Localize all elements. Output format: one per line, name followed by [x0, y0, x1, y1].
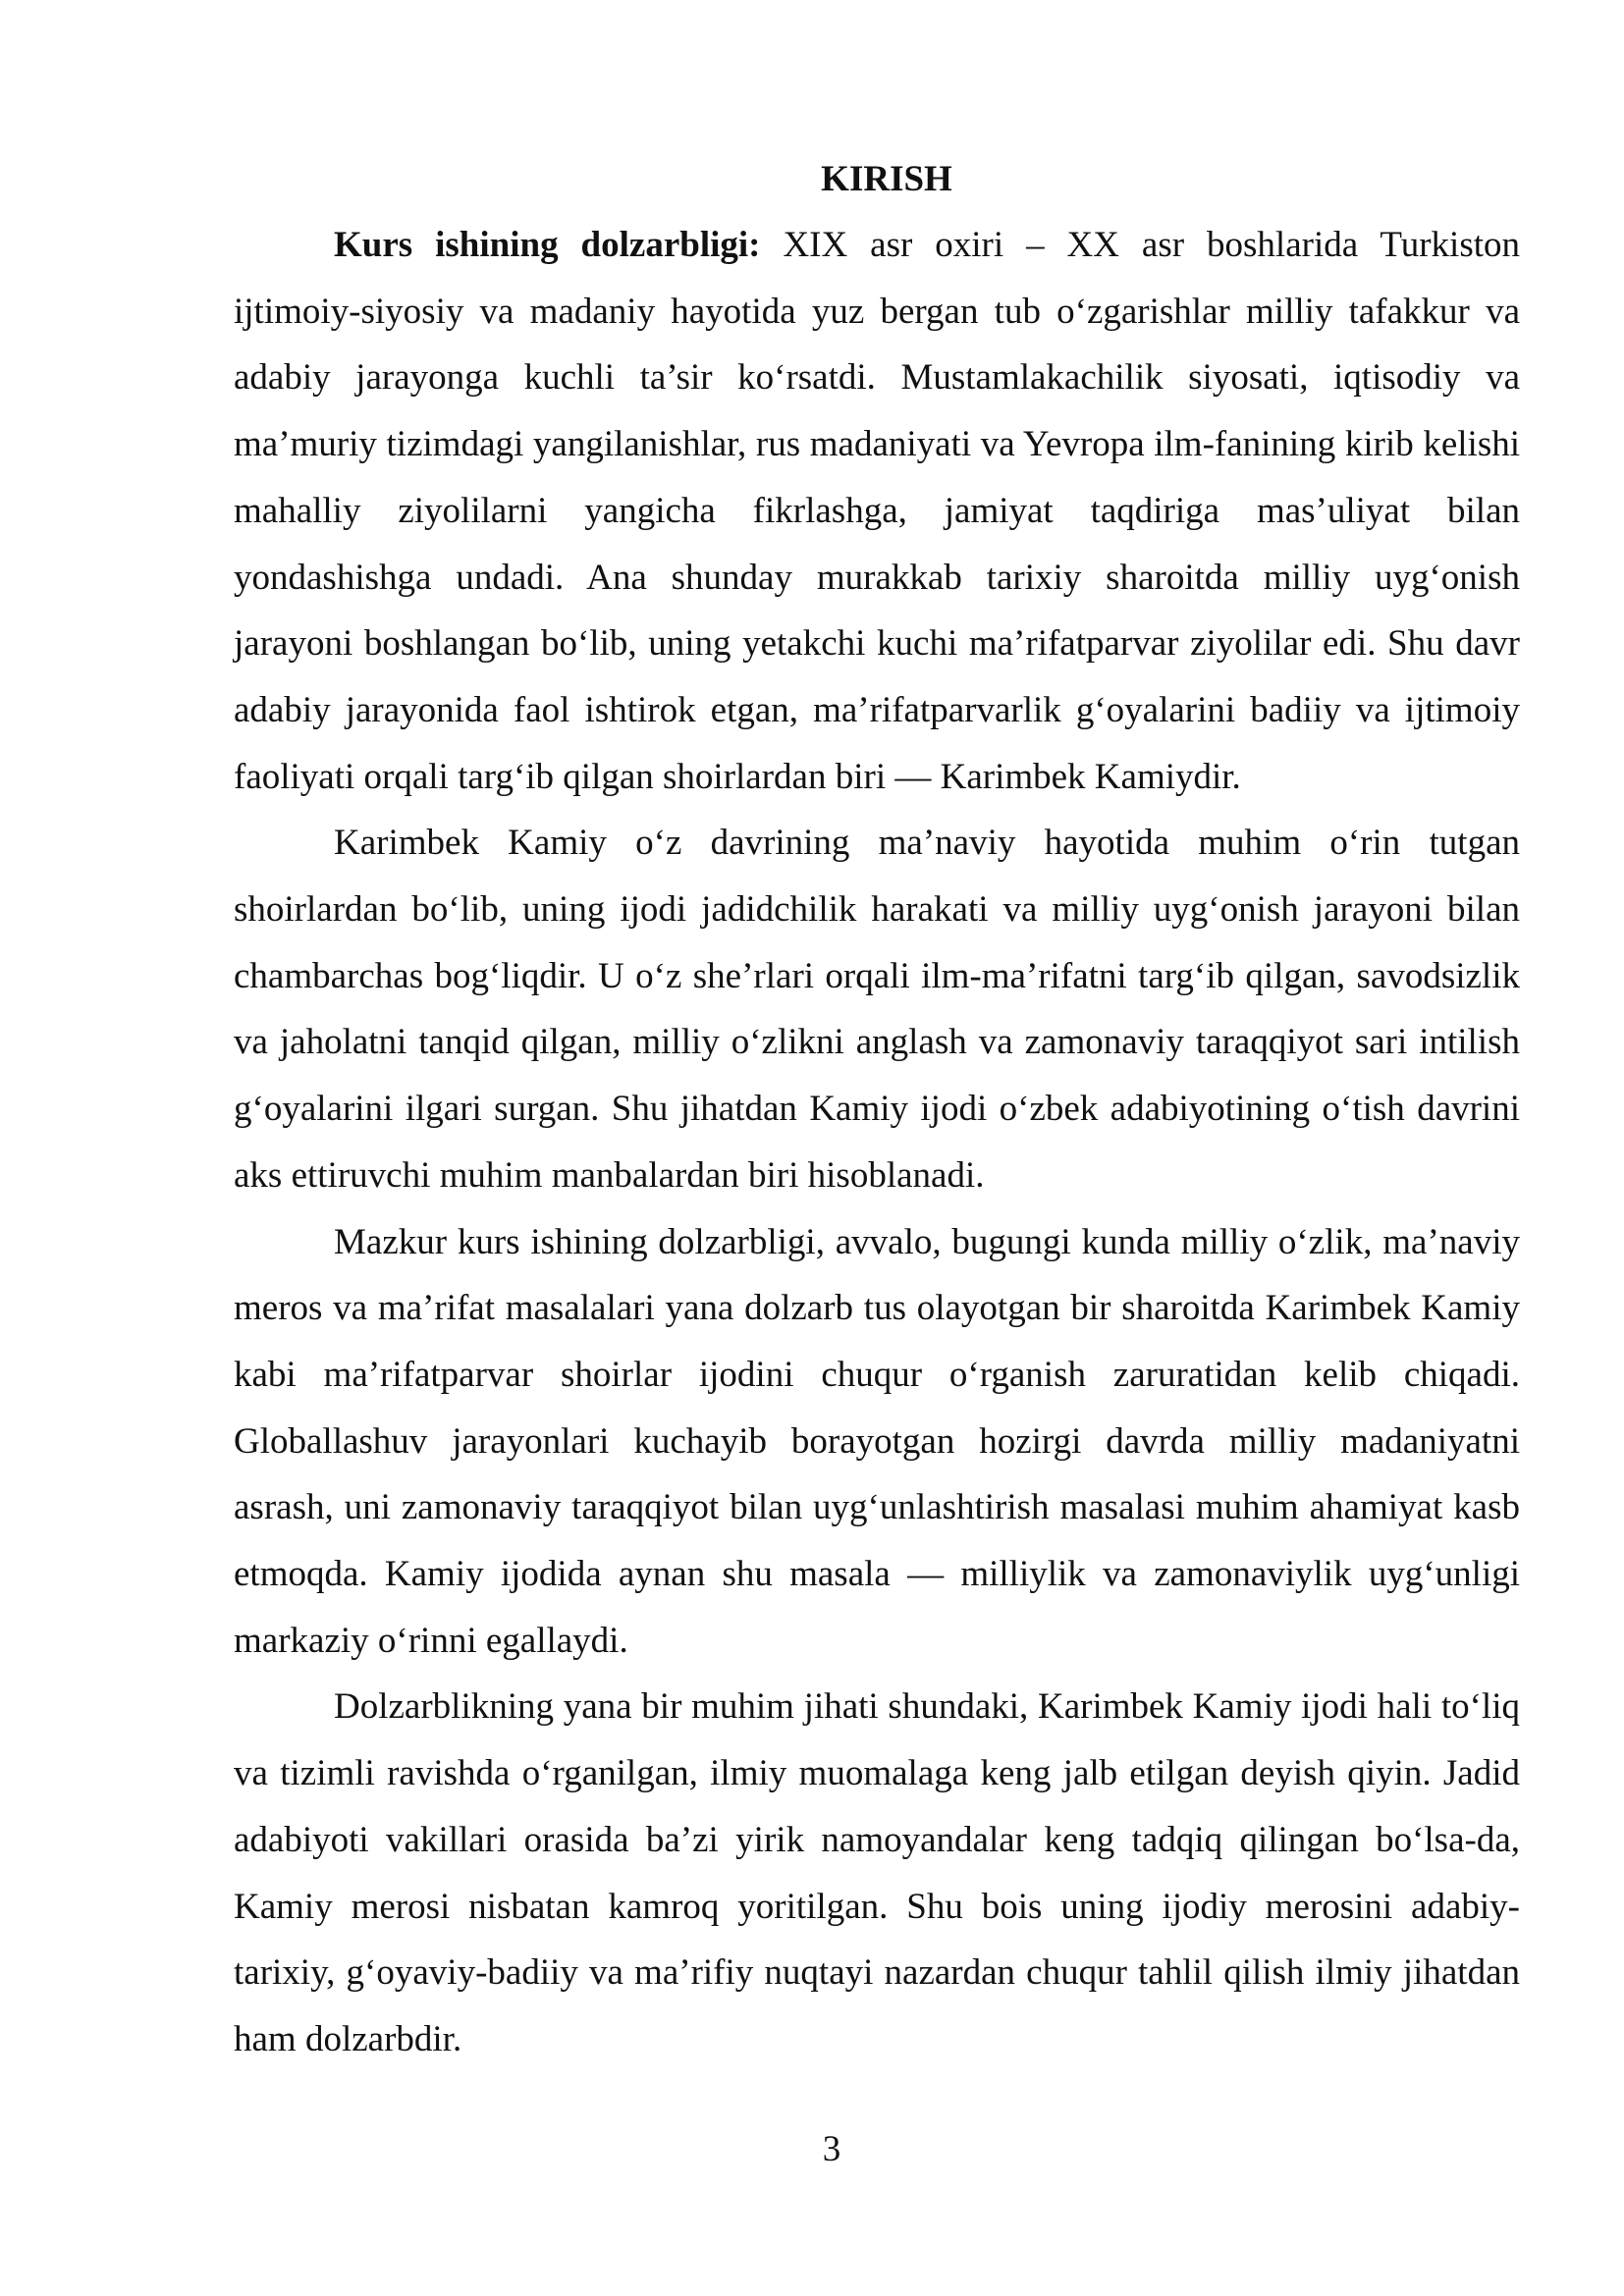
paragraph-1: [234, 212, 1520, 810]
paragraph-4: Dolzarblikning yana bir muhim jihati shundaki, Karimbek Kamiy ijodi hali to‘liq va tizimli ravishda o‘rganilgan, ilmiy muomalaga keng jalb etilgan deyish qiyin. Jadid adabiyoti vakillari orasida ba’zi yirik namoyandalar keng tadqiq qilingan bo‘lsa-da, Kamiy merosi nisbatan kamroq yoritilgan. Shu bois uning ijodiy merosini adabiy-tarixiy, g‘oyaviy-badiiy va ma’rifiy nuqtayi nazardan chuqur tahlil qilish ilmiy jihatdan ham dolzarbdir.: [234, 1686, 1520, 2059]
page-number: 3: [822, 2129, 841, 2169]
paragraph-text: XIX asr oxiri – XX asr boshlarida Turkiston ijtimoiy-siyosiy va madaniy hayotida yuz bergan tub o‘zgarishlar milliy tafakkur va adabiy jarayonga kuchli ta’sir ko‘rsatdi. Mustamlakachilik siyosati, iqtisodiy va ma’muriy tizimdagi yangilanishlar, rus madaniyati va Yevropa ilm-fanining kirib kelishi mahalliy ziyolilarni yangicha fikrlashga, jamiyat taqdiriga mas’uliyat bilan yondashishga undadi. Ana shunday murakkab tarixiy sharoitda milliy uyg‘onish jarayoni boshlangan bo‘lib, uning yetakchi kuchi ma’rifatparvar ziyolilar edi. Shu davr adabiy jarayonida faol ishtirok etgan, ma’rifatparvarlik g‘oyalarini badiiy va ijtimoiy faoliyati orqali targ‘ib qilgan shoirlardan biri — Karimbek Kamiydir.: [234, 225, 1521, 797]
page-body: [234, 147, 1520, 2073]
paragraph-2: Karimbek Kamiy o‘z davrining ma’naviy hayotida muhim o‘rin tutgan shoirlardan bo‘lib, uning ijodi jadidchilik harakati va milliy uyg‘onish jarayoni bilan chambarchas bog‘liqdir. U o‘z she’rlari orqali ilm-ma’rifatni targ‘ib qilgan, savodsizlik va jaholatni tanqid qilgan, milliy o‘zlikni anglash va zamonaviy taraqqiyot sari intilish g‘oyalarini ilgari surgan. Shu jihatdan Kamiy ijodi o‘zbek adabiyotining o‘tish davrini aks ettiruvchi muhim manbalardan biri hisoblanadi.: [234, 823, 1520, 1196]
paragraph-lead: Kurs ishining dolzarbligi:: [334, 225, 761, 265]
section-heading: KIRISH: [821, 159, 952, 199]
paragraph-3: Mazkur kurs ishining dolzarbligi, avvalo, bugungi kunda milliy o‘zlik, ma’naviy meros va ma’rifat masalalari yana dolzarb tus olayotgan bir sharoitda Karimbek Kamiy kabi ma’rifatparvar shoirlar ijodini chuqur o‘rganish zaruratidan kelib chiqadi. Globallashuv jarayonlari kuchayib borayotgan hozirgi davrda milliy madaniyatni asrash, uni zamonaviy taraqqiyot bilan uyg‘unlashtirish masalasi muhim ahamiyat kasb etmoqda. Kamiy ijodida aynan shu masala — milliylik va zamonaviylik uyg‘unligi markaziy o‘rinni egallaydi.: [234, 1221, 1520, 1661]
